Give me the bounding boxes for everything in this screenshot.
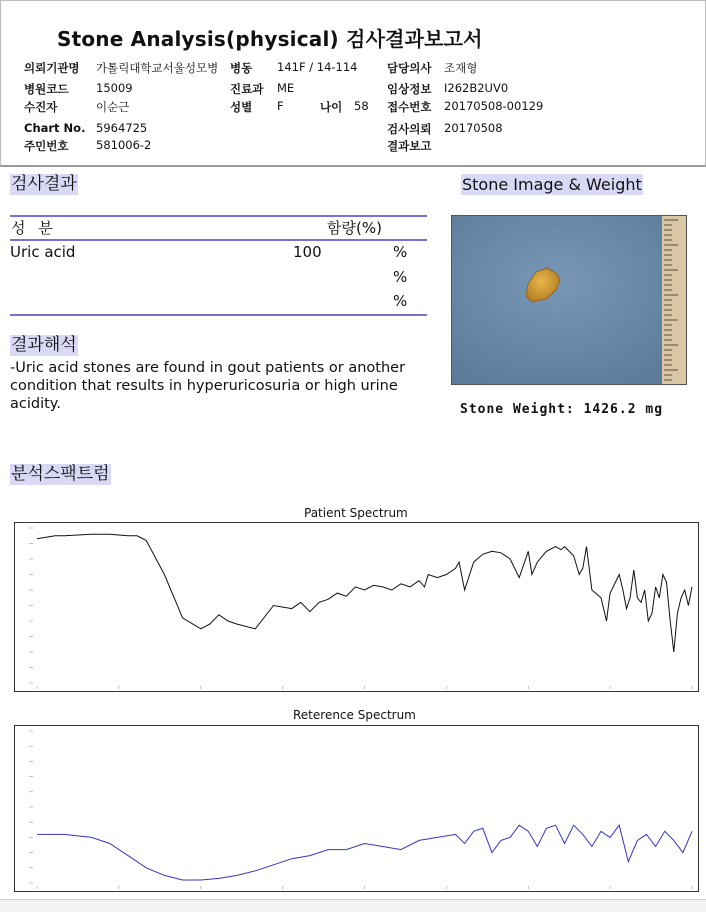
spectrum-heading: 분석스팩트럼 (11, 464, 110, 484)
field-value-receipt-no: 20170508-00129 (444, 99, 544, 113)
patient-spectrum-chart (14, 522, 699, 692)
content-column-header: 함량(%) (327, 219, 382, 237)
stone-weight-unit: mg (645, 402, 664, 417)
field-label-clinical-info: 임상정보 (387, 82, 432, 96)
stone-photo-graphic (452, 216, 686, 384)
result-row-value: 100 (293, 243, 322, 261)
interpretation-text: -Uric acid stones are found in gout patients or another condition that results in hyperuricosuria or high urine acidity. (10, 360, 406, 412)
field-value-chart-no: 5964725 (96, 121, 148, 135)
stone-weight-value: 1426.2 (583, 402, 637, 417)
reference-spectrum-trace (37, 825, 692, 880)
patient-spectrum-title: Patient Spectrum (304, 506, 408, 520)
component-column-header: 성 분 (11, 219, 57, 237)
field-label-ward: 병동 (230, 61, 253, 75)
field-value-doctor: 조재형 (444, 61, 478, 75)
field-value-ward: 141F / 14-114 (277, 60, 358, 74)
field-label-hospital-code: 병원코드 (24, 82, 69, 96)
field-value-clinical-info: I262B2UV0 (444, 81, 509, 95)
field-label-chart-no: Chart No. (24, 121, 86, 135)
stone-weight (460, 402, 663, 417)
page-footer-bar (0, 899, 706, 912)
field-label-doctor: 담당의사 (387, 61, 432, 75)
field-value-age: 58 (354, 99, 369, 113)
reference-spectrum-chart (14, 725, 699, 892)
field-value-request-date: 20170508 (444, 121, 503, 135)
field-label-resident-no: 주민번호 (24, 139, 69, 153)
field-value-patient: 이순근 (96, 100, 130, 114)
result-row-unit: % (393, 292, 408, 310)
reference-spectrum-plot (15, 726, 698, 891)
field-label-institution: 의뢰기관명 (24, 61, 80, 75)
field-label-result-report: 결과보고 (387, 139, 432, 153)
result-table-header-rule (10, 239, 427, 241)
stone-photo (451, 215, 687, 385)
field-value-hospital-code: 15009 (96, 81, 133, 95)
report-header (0, 0, 706, 167)
field-value-resident-no: 581006-2 (96, 138, 152, 152)
field-label-receipt-no: 접수번호 (387, 100, 432, 114)
result-row-component: Uric acid (10, 243, 76, 261)
result-row-unit: % (393, 243, 408, 261)
result-row-unit: % (393, 268, 408, 286)
stone-heading: Stone Image & Weight (462, 175, 642, 194)
field-label-age: 나이 (320, 100, 343, 114)
field-value-sex: F (277, 99, 284, 113)
result-table-bottom-rule (10, 314, 427, 316)
field-label-patient: 수진자 (24, 100, 58, 114)
field-value-institution: 가톨릭대학교서울성모병 (96, 61, 219, 75)
field-label-department: 진료과 (230, 82, 264, 96)
patient-spectrum-trace (37, 534, 692, 652)
field-label-sex: 성별 (230, 100, 253, 114)
patient-spectrum-plot (15, 523, 698, 691)
report-title: Stone Analysis(physical) 검사결과보고서 (57, 27, 483, 51)
result-heading: 검사결과 (11, 174, 77, 194)
field-label-request-date: 검사의뢰 (387, 122, 432, 136)
interpretation-heading: 결과해석 (11, 335, 77, 355)
field-value-department: ME (277, 81, 295, 95)
stone-weight-label: Stone Weight: (460, 402, 575, 417)
reference-spectrum-title: Reterence Spectrum (293, 708, 416, 722)
